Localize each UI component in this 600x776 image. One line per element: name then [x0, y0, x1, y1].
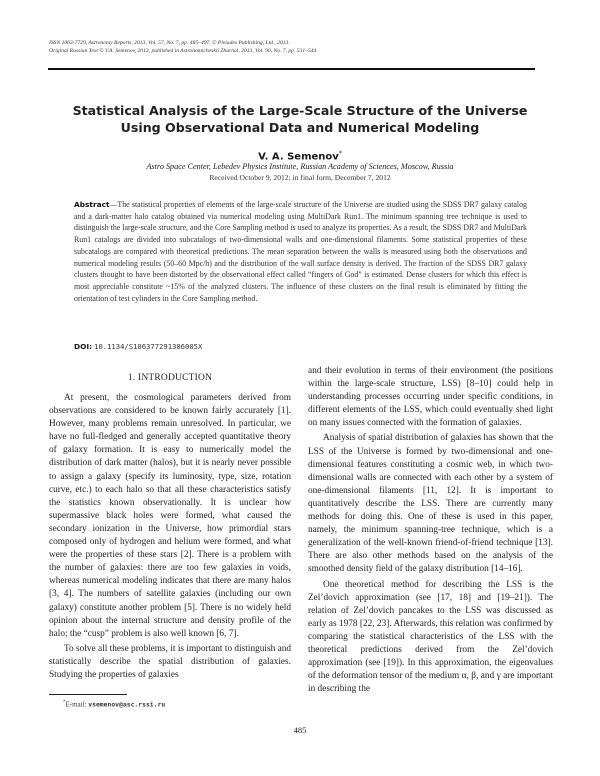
header-rule [48, 68, 535, 70]
paragraph: At present, the cosmological parameters derived from observations are considered to be known fairly accurately [1]. However, many problems remain unresolved. In particular, we have no full-fledged and generally accepted quantitative theory of galaxy formation. It is easy to numerically model the distribution of dark matter (halos), but it is nearly never possible to assign a galaxy (specify its luminosity, type, size, rotation curve, etc.) to each halo so that all these characteristics satisfy the statistics known observationally. It is unclear how supermassive black holes were formed, what caused the secondary ionization in the Universe, how primordial stars composed only of hydrogen and helium were formed, and what were the properties of these stars [2]. There is a problem with the number of galaxies: there are too few galaxies in voids, whereas numerical modeling indicates that there are many halos [3, 4]. The numbers of satellite galaxies (including our own galaxy) constitute another problem [5]. There is no widely held opinion about the internal structure and density profile of the halo; the “cusp” problem is also well known [6, 7]. [49, 393, 291, 639]
abstract [74, 199, 527, 304]
paragraph: One theoretical method for describing the LSS is the Zel’dovich approximation (see [17, 18] and [19–21]). The relation of Zel’dovich pancakes to the LSS was discussed as early as 1978 [22, 23]. Afterwards, this relation was confirmed by comparing the statistical characteristics of the LSS with the theoretical predictions derived from the Zel’dovich approximation (see [19]). In this approximation, the eigenvalues of the deformation tensor of the medium α, β, and γ are important in describing the [308, 579, 554, 695]
page-number: 485 [293, 725, 307, 735]
footnote [63, 698, 165, 709]
paper-title [40, 102, 560, 136]
original-text-line: Original Russian Text © V.A. Semenov, 2013, published in Astronomicheskii Zhurnal, 2013, Vol. 90, No. 7, pp. 531–544. [49, 47, 318, 54]
paragraph: and their evolution in terms of their environment (the positions within the large-scale structure, LSS) [8–10] could help in understanding processes occurring under specific conditions, in different elements of the LSS, which could eventually shed light on many issues connected with the formation of galaxies. [308, 366, 553, 429]
journal-header [49, 40, 549, 55]
author-name: V. A. Semenov [258, 151, 339, 163]
received-dates: Received October 9, 2012; in final form, December 7, 2012 [209, 173, 391, 182]
title-line-2: Using Observational Data and Numerical Modeling [120, 120, 480, 135]
abstract-text: The statistical properties of elements of the large-scale structure of the Universe are studied using the SDSS DR7 galaxy catalog and a dark-matter halo catalog obtained via numerical modeling using MultiDark Run1. The minimum spanning tree technique is used to distinguish the large-scale structure, and the Core Sampling method is used to analyze its properties. As a result, the SDSS DR7 and MultiDark Run1 catalogs are divided into subcatalogs of two-dimensional walls and one-dimensional filaments. Some statistical properties of these subcatalogs are compared with theoretical predictions. The mean separation between the walls is measured using both the observations and numerical modeling results (50–60 Mpc/h) and the distribution of the wall surface density is derived. The fraction of the SDSS DR7 galaxy clusters thought to have been distorted by the observational effect called “fingers of God” is estimated. Dense clusters for which this effect is most appreciable constitute ~15% of the analyzed clusters. The influence of these clusters on the final result is eliminated by fitting the orientation of test cylinders in the Core Sampling method. [74, 200, 527, 303]
journal-citation-line: ISSN 1063-7729, Astronomy Reports, 2013, Vol. 57, No. 7, pp. 485–497. © Pleiades Publishing, Ltd., 2013. [49, 40, 290, 46]
footnote-marker: * [63, 700, 66, 705]
section-heading: 1. INTRODUCTION [127, 373, 213, 383]
abstract-dash: — [109, 200, 118, 209]
author-footnote-marker: * [338, 150, 342, 157]
abstract-label: Abstract [74, 200, 110, 209]
affiliation: Astro Space Center, Lebedev Physics Institute, Russian Academy of Sciences, Moscow, Russia [146, 162, 454, 171]
right-column [308, 365, 553, 696]
title-line-1: Statistical Analysis of the Large-Scale Structure of the Universe [72, 103, 528, 118]
doi [74, 341, 202, 352]
left-column [49, 372, 291, 682]
paragraph: To solve all these problems, it is important to distinguish and statistically describe the spatial distribution of galaxies. Studying the properties of galaxies [49, 643, 291, 680]
doi-label: DOI: [74, 342, 93, 351]
footnote-rule [49, 694, 127, 695]
email-link[interactable]: vsemenov@asc.rssi.ru [88, 700, 166, 709]
doi-link[interactable]: 10.1134/S106377291306005X [94, 342, 203, 351]
footnote-label: E-mail: [65, 700, 89, 709]
paragraph: Analysis of spatial distribution of galaxies has shown that the LSS of the Universe is formed by two-dimensional and one-dimensional features constituting a cosmic web, in which two-dimensional walls are connected with each other by a system of one-dimensional filaments [11, 12]. It is important to quantitatively describe the LSS. There are currently many methods for doing this. One of these is used in this paper, namely, the minimum spanning-tree technique, which is a generalization of the well-known friend-of-friend technique [13]. There are also other methods based on the analysis of the smoothed density field of the galaxy distribution [14–16]. [308, 433, 553, 575]
